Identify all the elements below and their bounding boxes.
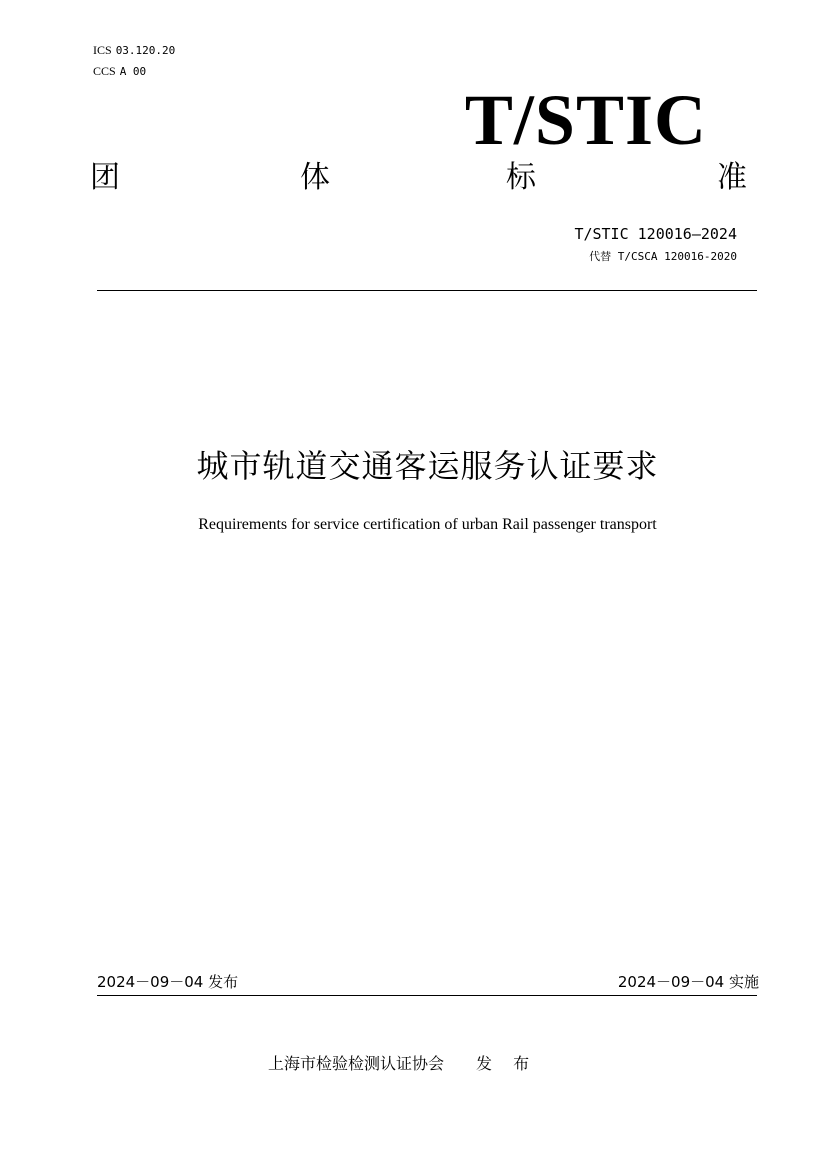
implement-date: 2024－09－04 实施	[617, 973, 759, 991]
ics-value: 03.120.20	[115, 44, 176, 57]
publish-date: 2024－09－04 发布	[97, 973, 239, 991]
header-divider	[97, 290, 757, 291]
ics-code	[93, 40, 175, 61]
standard-type-char-3: 标	[506, 160, 536, 195]
standard-type-char-2: 体	[300, 160, 330, 195]
ccs-value: A 00	[119, 65, 147, 78]
ccs-label: CCS	[93, 64, 116, 78]
standard-number: T/STIC 120016—2024	[574, 225, 737, 243]
issuer-name: 上海市检验检测认证协会	[268, 1054, 445, 1073]
issuer	[268, 1052, 537, 1076]
ics-label: ICS	[93, 43, 112, 57]
standard-type-char-1: 团	[90, 160, 120, 195]
replaces-standard: 代替 T/CSCA 120016-2020	[589, 250, 737, 263]
classification-codes	[93, 40, 175, 82]
document-title-en: Requirements for service certification of urban Rail passenger transport	[198, 516, 657, 533]
ccs-code	[93, 61, 175, 82]
standard-logo: T/STIC	[464, 80, 707, 160]
footer-divider	[97, 995, 757, 996]
standard-type-char-4: 准	[717, 160, 747, 195]
document-title-zh: 城市轨道交通客运服务认证要求	[196, 447, 659, 485]
issuer-action: 发 布	[476, 1054, 538, 1073]
